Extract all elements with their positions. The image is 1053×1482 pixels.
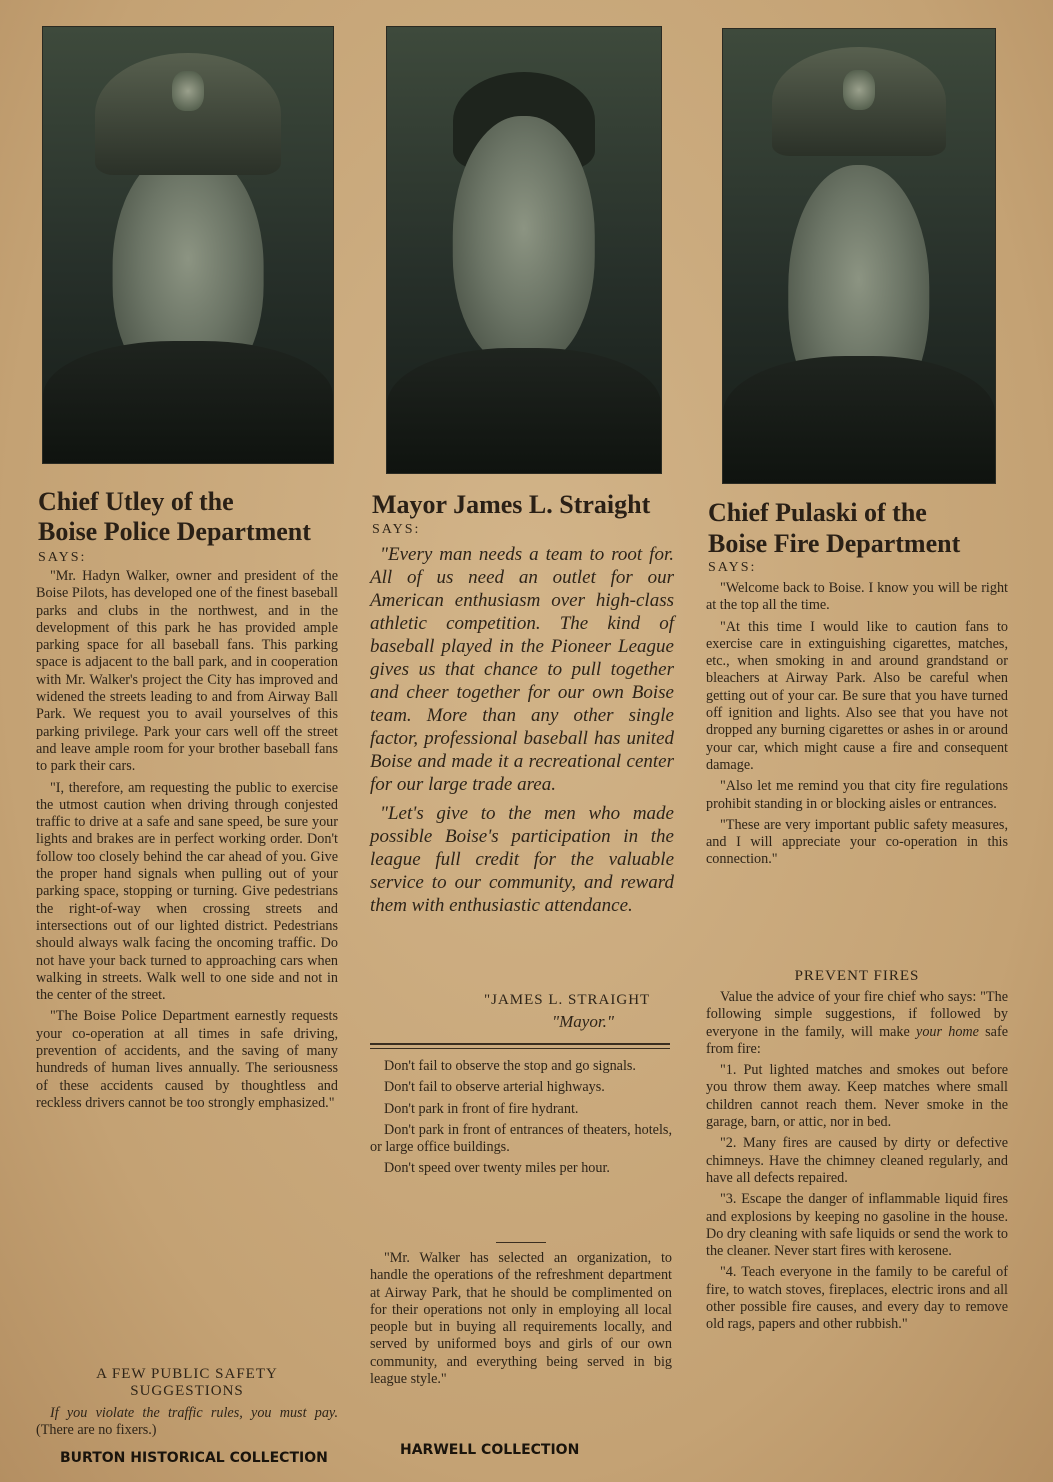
suggestions-text: [36, 1405, 338, 1440]
suggestions-italic: If you violate the traffic rules, you must pay.: [50, 1405, 338, 1421]
pulaski-paragraph: "At this time I would like to caution fans to exercise care in extinguishing cigarettes, matches, etc., when smoking in and around grandstand or bleachers at Airway Park. Also be careful when getting out of your car. Be sure that you have turned off ignition and lights. Also see that you have not dropped any burning cigarettes or ashes in or around your car, which might cause a fire and consequent damage.: [706, 618, 1008, 773]
pulaski-coat: [723, 356, 995, 483]
utley-paragraph: "The Boise Police Department earnestly requests your co-operation at all times in safe driving, prevention of accidents, and the saving of many hundreds of human lives annually. The seriousness of these accidents caused by thoughtless and reckless drivers cannot be too strongly emphasized.": [36, 1008, 338, 1111]
utley-coat: [43, 341, 333, 463]
straight-says: SAYS:: [372, 522, 421, 537]
walker-note-text: "Mr. Walker has selected an organization, to handle the operations of the refreshment department at Airway Park, that he should be complimented on for their operations not only in employing all local people but in buying all requirements locally, and served by uniformed boys and girls of our own community, and everything being served in big league style.": [370, 1250, 672, 1388]
straight-coat: [387, 348, 661, 473]
fire-rule: "2. Many fires are caused by dirty or defective chimneys. Have the chimney cleaned regularly, and have all defects repaired.: [706, 1135, 1008, 1186]
traffic-tip: Don't fail to observe the stop and go signals.: [384, 1058, 636, 1074]
utley-paragraph: "I, therefore, am requesting the public to exercise the utmost caution when driving through conjested traffic to drive at a safe and sane speed, be sure your lights and brakes are in perfect working order. Don't follow too closely behind the car ahead of you. Give the proper hand signals when pulling out of your parking space, stopping or turning. Give pedestrians the right-of-way when crossing streets and intersections out of our lighted district. Pedestrians should always walk facing the oncoming traffic. Do not have your back turned to approaching cars when walking in streets. Walk well to one side and not in the center of the street.: [36, 779, 338, 1004]
traffic-tip: Don't fail to observe arterial highways.: [384, 1079, 605, 1096]
pulaski-name-line1: Chief Pulaski of the: [708, 498, 927, 527]
straight-quote-paragraph: "Every man needs a team to root for. All of us need an outlet for our American enthusiasm over high-class athletic competition. The kind of baseball played in the Pioneer League gives us that chance to pull together and cheer together for our own Boise team. More than any other single factor, professional baseball has united Boise and made it a recreational center for our large trade area.: [370, 544, 674, 795]
utley-portrait: [42, 26, 334, 464]
straight-quote-paragraph: "Let's give to the men who made possible Boise's participation in the league full credit for the valuable service to our community, and reward them with enthusiastic attendance.: [370, 803, 674, 916]
double-rule-top: [370, 1043, 670, 1045]
walker-note: [370, 1250, 672, 1392]
pulaski-name-line2: Boise Fire Department: [708, 529, 961, 558]
fire-rule: "4. Teach everyone in the family to be careful of fire, to watch stoves, fireplaces, electric irons and all other possible fire causes, and every day to remove old rags, papers and other rubbish.": [706, 1264, 1008, 1333]
burton-collection-stamp: BURTON HISTORICAL COLLECTION: [60, 1450, 328, 1466]
straight-name: Mayor James L. Straight: [372, 490, 651, 519]
prevent-intro-b: safe from fire:: [706, 1023, 1008, 1057]
short-rule: [496, 1242, 546, 1243]
pulaski-portrait: [722, 28, 996, 484]
straight-signature: "JAMES L. STRAIGHT: [484, 992, 651, 1008]
prevent-intro-italic: your home: [916, 1023, 979, 1040]
straight-face: [453, 116, 595, 366]
traffic-tip: Don't park in front of fire hydrant.: [384, 1100, 579, 1117]
suggestions-heading-1: A FEW PUBLIC SAFETY: [96, 1366, 278, 1382]
pulaski-paragraph: "These are very important public safety measures, and I will appreciate your co-operation in this connection.": [706, 816, 1008, 868]
utley-says: SAYS:: [38, 550, 87, 565]
traffic-tip: Don't speed over twenty miles per hour.: [384, 1160, 610, 1177]
pulaski-paragraph: "Welcome back to Boise. I know you will be right at the top all the time.: [706, 580, 1008, 614]
utley-body: [36, 568, 338, 1116]
pulaski-paragraph: "Also let me remind you that city fire regulations prohibit standing in or blocking aisles or entrances.: [706, 778, 1008, 812]
prevent-intro: [706, 989, 1008, 1058]
utley-name-line2: Boise Police Department: [38, 517, 311, 546]
harwell-collection-stamp: HARWELL COLLECTION: [400, 1442, 580, 1458]
utley-paragraph: "Mr. Hadyn Walker, owner and president of the Boise Pilots, has developed one of the finest baseball parks and clubs in the northwest, and in the development of this park he has provided ample parking space for all baseball fans. This parking space is adjacent to the ball park, and in cooperation with Mr. Walker's project the City has improved and widened the streets leading to and from Airway Ball Park. We request you to avail yourselves of this parking privilege. Park your cars well off the street and leave ample room for your brother baseball fans to park their cars.: [36, 568, 338, 775]
suggestions-tail: (There are no fixers.): [36, 1422, 157, 1439]
utley-name-line1: Chief Utley of the: [38, 487, 234, 516]
pulaski-body: [706, 580, 1008, 873]
pulaski-says: SAYS:: [708, 560, 757, 575]
double-rule-bottom: [370, 1048, 670, 1049]
prevent-intro-a: Value the advice of your fire chief who says: "The following simple suggestions, if followed by everyone in the family, will make: [706, 989, 1008, 1040]
straight-portrait: [386, 26, 662, 474]
traffic-tip: Don't park in front of entrances of theaters, hotels, or large office buildings.: [370, 1121, 672, 1156]
pulaski-cap-badge-icon: [843, 70, 875, 110]
utley-cap-badge-icon: [172, 71, 204, 111]
prevent-fires-heading: PREVENT FIRES: [794, 968, 920, 984]
straight-signature-title: "Mayor.": [552, 1012, 614, 1031]
traffic-tips: [370, 1058, 672, 1182]
prevent-fires-body: [706, 989, 1008, 1338]
suggestions-heading-2: SUGGESTIONS: [130, 1383, 244, 1399]
fire-rule: "3. Escape the danger of inflammable liquid fires and explosions by keeping no gasoline in the house. Do dry cleaning with safe liquids or send the work to the cleaner. Never start fires with kerosene.: [706, 1191, 1008, 1260]
fire-rule: "1. Put lighted matches and smokes out before you throw them away. Keep matches where small children cannot reach them. Never smoke in the garage, barn, or attic, nor in bed.: [706, 1062, 1008, 1131]
straight-quote: [370, 543, 674, 923]
